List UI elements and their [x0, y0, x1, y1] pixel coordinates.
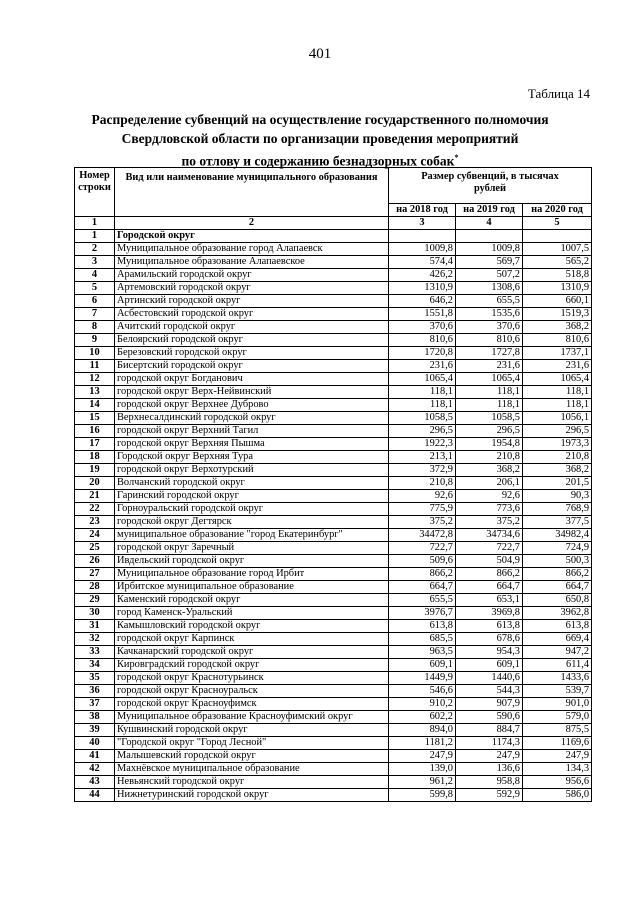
- value-2018: 370,6: [389, 321, 456, 334]
- municipality-name: Кировградский городской округ: [115, 659, 389, 672]
- table-row: [75, 685, 592, 698]
- value-2019: 507,2: [456, 269, 523, 282]
- municipality-name: Муниципальное образование Красноуфимский округ: [115, 711, 389, 724]
- value-2018: 118,1: [389, 386, 456, 399]
- value-2020: 901,0: [523, 698, 592, 711]
- row-number: 5: [75, 282, 115, 295]
- table-row: [75, 737, 592, 750]
- value-2019: 664,7: [456, 581, 523, 594]
- municipality-name: городской округ Верх-Нейвинский: [115, 386, 389, 399]
- row-number: 43: [75, 776, 115, 789]
- table-row: [75, 360, 592, 373]
- value-2019: 1727,8: [456, 347, 523, 360]
- header-2019: на 2019 год: [456, 204, 523, 217]
- table-row: [75, 698, 592, 711]
- table-row: [75, 464, 592, 477]
- table-row: [75, 347, 592, 360]
- value-2020: 377,5: [523, 516, 592, 529]
- municipality-name: Верхнесалдинский городской округ: [115, 412, 389, 425]
- municipality-name: городской округ Краснотурьинск: [115, 672, 389, 685]
- value-2018: 1720,8: [389, 347, 456, 360]
- municipality-name: городской округ Верхотурский: [115, 464, 389, 477]
- value-2020: 875,5: [523, 724, 592, 737]
- municipality-name: городской округ Заречный: [115, 542, 389, 555]
- value-2020: 1310,9: [523, 282, 592, 295]
- value-2018: 92,6: [389, 490, 456, 503]
- column-number: 5: [523, 217, 592, 230]
- title-line: Распределение субвенций на осуществление государственного полномочия: [91, 112, 549, 127]
- row-number: 28: [75, 581, 115, 594]
- row-number: 41: [75, 750, 115, 763]
- value-2018: 509,6: [389, 555, 456, 568]
- value-2020: 34982,4: [523, 529, 592, 542]
- value-2019: 722,7: [456, 542, 523, 555]
- row-number: 42: [75, 763, 115, 776]
- table-row: [75, 789, 592, 802]
- table-row: [75, 503, 592, 516]
- value-2018: 139,0: [389, 763, 456, 776]
- value-2020: 565,2: [523, 256, 592, 269]
- row-number: 39: [75, 724, 115, 737]
- value-2020: 611,4: [523, 659, 592, 672]
- value-2018: 609,1: [389, 659, 456, 672]
- row-number: 35: [75, 672, 115, 685]
- table-row: [75, 633, 592, 646]
- table-row: [75, 763, 592, 776]
- value-2020: 1007,5: [523, 243, 592, 256]
- row-number: 24: [75, 529, 115, 542]
- value-2018: 1065,4: [389, 373, 456, 386]
- table-row: [75, 243, 592, 256]
- row-number: 40: [75, 737, 115, 750]
- value-2020: 660,1: [523, 295, 592, 308]
- municipality-name: Белоярский городской округ: [115, 334, 389, 347]
- municipality-name: городской округ Дегтярск: [115, 516, 389, 529]
- value-2020: 231,6: [523, 360, 592, 373]
- footnote-mark: *: [454, 153, 459, 162]
- section-heading: Городской округ: [115, 230, 389, 243]
- column-number: 1: [75, 217, 115, 230]
- municipality-name: Волчанский городской округ: [115, 477, 389, 490]
- value-2018: 372,9: [389, 464, 456, 477]
- value-2019: 590,6: [456, 711, 523, 724]
- row-number: 9: [75, 334, 115, 347]
- row-number: 12: [75, 373, 115, 386]
- municipality-name: Арамильский городской округ: [115, 269, 389, 282]
- table-row: [75, 256, 592, 269]
- value-2019: 773,6: [456, 503, 523, 516]
- empty-cell: [456, 230, 523, 243]
- value-2020: 1169,6: [523, 737, 592, 750]
- row-number: 3: [75, 256, 115, 269]
- value-2018: 1009,8: [389, 243, 456, 256]
- municipality-name: Бисертский городской округ: [115, 360, 389, 373]
- value-2019: 370,6: [456, 321, 523, 334]
- document-title: [60, 110, 580, 171]
- table-row: [75, 386, 592, 399]
- municipality-name: Махнёвское муниципальное образование: [115, 763, 389, 776]
- value-2019: 118,1: [456, 399, 523, 412]
- value-2019: 655,5: [456, 295, 523, 308]
- municipality-name: Качканарский городской округ: [115, 646, 389, 659]
- table-row: [75, 399, 592, 412]
- value-2019: 296,5: [456, 425, 523, 438]
- table-label: Таблица 14: [527, 86, 590, 101]
- row-number: 37: [75, 698, 115, 711]
- row-number: 14: [75, 399, 115, 412]
- row-number: 7: [75, 308, 115, 321]
- value-2019: 231,6: [456, 360, 523, 373]
- row-number: 23: [75, 516, 115, 529]
- table-row: [75, 529, 592, 542]
- municipality-name: Камышловский городской округ: [115, 620, 389, 633]
- municipality-name: Ивдельский городской округ: [115, 555, 389, 568]
- value-2019: 34734,6: [456, 529, 523, 542]
- table-row: [75, 282, 592, 295]
- municipality-name: городской округ Верхний Тагил: [115, 425, 389, 438]
- value-2018: 963,5: [389, 646, 456, 659]
- row-number: 36: [75, 685, 115, 698]
- table-row: [75, 438, 592, 451]
- municipality-name: Артинский городской округ: [115, 295, 389, 308]
- value-2020: 134,3: [523, 763, 592, 776]
- row-number: 27: [75, 568, 115, 581]
- table-row: [75, 516, 592, 529]
- row-number: 16: [75, 425, 115, 438]
- header-amount: Размер субвенций, в тысячах рублей: [389, 168, 592, 204]
- municipality-name: городской округ Верхнее Дуброво: [115, 399, 389, 412]
- value-2020: 201,5: [523, 477, 592, 490]
- value-2019: 884,7: [456, 724, 523, 737]
- value-2019: 136,6: [456, 763, 523, 776]
- municipality-name: городской округ Карпинск: [115, 633, 389, 646]
- row-number: 4: [75, 269, 115, 282]
- value-2019: 1065,4: [456, 373, 523, 386]
- value-2019: 1954,8: [456, 438, 523, 451]
- value-2019: 1009,8: [456, 243, 523, 256]
- table-row: [75, 620, 592, 633]
- municipality-name: Артемовский городской округ: [115, 282, 389, 295]
- municipality-name: городской округ Красноуральск: [115, 685, 389, 698]
- value-2019: 613,8: [456, 620, 523, 633]
- table-row: [75, 646, 592, 659]
- row-number: 33: [75, 646, 115, 659]
- value-2020: 650,8: [523, 594, 592, 607]
- table-row: [75, 321, 592, 334]
- table-row: [75, 425, 592, 438]
- value-2020: 368,2: [523, 464, 592, 477]
- value-2020: 296,5: [523, 425, 592, 438]
- value-2020: 500,3: [523, 555, 592, 568]
- value-2019: 678,6: [456, 633, 523, 646]
- value-2019: 1058,5: [456, 412, 523, 425]
- value-2019: 569,7: [456, 256, 523, 269]
- table-row: [75, 607, 592, 620]
- table-row: [75, 334, 592, 347]
- table-row: [75, 776, 592, 789]
- row-number: 15: [75, 412, 115, 425]
- value-2018: 3976,7: [389, 607, 456, 620]
- value-2020: 368,2: [523, 321, 592, 334]
- value-2019: 866,2: [456, 568, 523, 581]
- table-row: [75, 542, 592, 555]
- value-2020: 586,0: [523, 789, 592, 802]
- row-number: 18: [75, 451, 115, 464]
- municipality-name: Невьянский городской округ: [115, 776, 389, 789]
- municipality-name: Муниципальное образование город Алапаевск: [115, 243, 389, 256]
- municipality-name: муниципальное образование "город Екатеринбург": [115, 529, 389, 542]
- value-2020: 1737,1: [523, 347, 592, 360]
- row-number: 22: [75, 503, 115, 516]
- row-number: 1: [75, 230, 115, 243]
- value-2018: 655,5: [389, 594, 456, 607]
- value-2019: 907,9: [456, 698, 523, 711]
- value-2018: 375,2: [389, 516, 456, 529]
- value-2018: 894,0: [389, 724, 456, 737]
- value-2020: 1973,3: [523, 438, 592, 451]
- row-number: 44: [75, 789, 115, 802]
- row-number: 29: [75, 594, 115, 607]
- municipality-name: Нижнетуринский городской округ: [115, 789, 389, 802]
- table-row: [75, 269, 592, 282]
- row-number: 38: [75, 711, 115, 724]
- value-2019: 504,9: [456, 555, 523, 568]
- table-row: [75, 555, 592, 568]
- row-number: 2: [75, 243, 115, 256]
- table-row: [75, 594, 592, 607]
- value-2020: 866,2: [523, 568, 592, 581]
- value-2018: 664,7: [389, 581, 456, 594]
- table-row: [75, 451, 592, 464]
- value-2020: 3962,8: [523, 607, 592, 620]
- column-number: 2: [115, 217, 389, 230]
- value-2018: 1310,9: [389, 282, 456, 295]
- value-2018: 213,1: [389, 451, 456, 464]
- column-number: 4: [456, 217, 523, 230]
- value-2020: 724,9: [523, 542, 592, 555]
- value-2018: 34472,8: [389, 529, 456, 542]
- municipality-name: Ирбитское муниципальное образование: [115, 581, 389, 594]
- value-2018: 1922,3: [389, 438, 456, 451]
- value-2019: 92,6: [456, 490, 523, 503]
- value-2019: 375,2: [456, 516, 523, 529]
- value-2018: 910,2: [389, 698, 456, 711]
- value-2018: 810,6: [389, 334, 456, 347]
- value-2018: 210,8: [389, 477, 456, 490]
- value-2018: 231,6: [389, 360, 456, 373]
- value-2020: 1065,4: [523, 373, 592, 386]
- value-2019: 958,8: [456, 776, 523, 789]
- row-number: 17: [75, 438, 115, 451]
- value-2018: 118,1: [389, 399, 456, 412]
- municipality-name: городской округ Красноуфимск: [115, 698, 389, 711]
- municipality-name: Муниципальное образование Алапаевское: [115, 256, 389, 269]
- municipality-name: Березовский городской округ: [115, 347, 389, 360]
- value-2019: 810,6: [456, 334, 523, 347]
- value-2019: 653,1: [456, 594, 523, 607]
- value-2018: 613,8: [389, 620, 456, 633]
- header-row-number: Номер строки: [75, 168, 115, 217]
- value-2019: 544,3: [456, 685, 523, 698]
- municipality-name: Малышевский городской округ: [115, 750, 389, 763]
- value-2019: 1308,6: [456, 282, 523, 295]
- value-2018: 1058,5: [389, 412, 456, 425]
- value-2020: 579,0: [523, 711, 592, 724]
- value-2018: 866,2: [389, 568, 456, 581]
- table-body: [75, 243, 592, 802]
- value-2018: 426,2: [389, 269, 456, 282]
- row-number: 26: [75, 555, 115, 568]
- row-number: 31: [75, 620, 115, 633]
- row-number: 13: [75, 386, 115, 399]
- header-2020: на 2020 год: [523, 204, 592, 217]
- municipality-name: Гаринский городской округ: [115, 490, 389, 503]
- row-number: 20: [75, 477, 115, 490]
- table-row: [75, 750, 592, 763]
- table-row: [75, 477, 592, 490]
- value-2019: 206,1: [456, 477, 523, 490]
- value-2020: 118,1: [523, 399, 592, 412]
- row-number: 19: [75, 464, 115, 477]
- value-2019: 247,9: [456, 750, 523, 763]
- row-number: 30: [75, 607, 115, 620]
- value-2018: 961,2: [389, 776, 456, 789]
- row-number: 34: [75, 659, 115, 672]
- value-2020: 947,2: [523, 646, 592, 659]
- municipality-name: "Городской округ "Город Лесной": [115, 737, 389, 750]
- value-2019: 609,1: [456, 659, 523, 672]
- value-2019: 3969,8: [456, 607, 523, 620]
- value-2019: 1535,6: [456, 308, 523, 321]
- header-2018: на 2018 год: [389, 204, 456, 217]
- value-2018: 685,5: [389, 633, 456, 646]
- value-2020: 956,6: [523, 776, 592, 789]
- table-row: [75, 724, 592, 737]
- value-2019: 1174,3: [456, 737, 523, 750]
- value-2020: 1519,3: [523, 308, 592, 321]
- municipality-name: городской округ Богданович: [115, 373, 389, 386]
- row-number: 10: [75, 347, 115, 360]
- value-2018: 546,6: [389, 685, 456, 698]
- page-number: 401: [308, 46, 332, 62]
- value-2020: 518,8: [523, 269, 592, 282]
- value-2018: 296,5: [389, 425, 456, 438]
- municipality-name: Городской округ Верхняя Тура: [115, 451, 389, 464]
- empty-cell: [389, 230, 456, 243]
- empty-cell: [523, 230, 592, 243]
- header-municipality: Вид или наименование муниципального образования: [115, 168, 389, 217]
- value-2019: 118,1: [456, 386, 523, 399]
- value-2020: 810,6: [523, 334, 592, 347]
- row-number: 32: [75, 633, 115, 646]
- value-2018: 1181,2: [389, 737, 456, 750]
- row-number: 21: [75, 490, 115, 503]
- value-2018: 599,8: [389, 789, 456, 802]
- row-number: 6: [75, 295, 115, 308]
- municipality-name: Каменский городской округ: [115, 594, 389, 607]
- table-row: [75, 711, 592, 724]
- value-2019: 1440,6: [456, 672, 523, 685]
- value-2019: 592,9: [456, 789, 523, 802]
- table-row: [75, 672, 592, 685]
- table-row: [75, 412, 592, 425]
- value-2020: 669,4: [523, 633, 592, 646]
- municipality-name: Ачитский городской округ: [115, 321, 389, 334]
- value-2020: 1056,1: [523, 412, 592, 425]
- value-2018: 247,9: [389, 750, 456, 763]
- value-2019: 210,8: [456, 451, 523, 464]
- municipality-name: город Каменск-Уральский: [115, 607, 389, 620]
- municipality-name: Кушвинский городской округ: [115, 724, 389, 737]
- value-2020: 210,8: [523, 451, 592, 464]
- municipality-name: городской округ Верхняя Пышма: [115, 438, 389, 451]
- column-number: 3: [389, 217, 456, 230]
- value-2018: 646,2: [389, 295, 456, 308]
- value-2019: 368,2: [456, 464, 523, 477]
- value-2019: 954,3: [456, 646, 523, 659]
- row-number: 11: [75, 360, 115, 373]
- value-2018: 1449,9: [389, 672, 456, 685]
- value-2018: 574,4: [389, 256, 456, 269]
- row-number: 8: [75, 321, 115, 334]
- value-2018: 775,9: [389, 503, 456, 516]
- table-row: [75, 373, 592, 386]
- value-2020: 247,9: [523, 750, 592, 763]
- table-row: [75, 490, 592, 503]
- municipality-name: Муниципальное образование город Ирбит: [115, 568, 389, 581]
- value-2020: 90,3: [523, 490, 592, 503]
- municipality-name: Асбестовский городской округ: [115, 308, 389, 321]
- value-2018: 1551,8: [389, 308, 456, 321]
- value-2018: 722,7: [389, 542, 456, 555]
- value-2020: 118,1: [523, 386, 592, 399]
- subvention-table: [74, 167, 592, 802]
- table-row: [75, 659, 592, 672]
- value-2020: 768,9: [523, 503, 592, 516]
- title-line: Свердловской области по организации проведения мероприятий: [121, 131, 519, 146]
- value-2020: 539,7: [523, 685, 592, 698]
- table-row: [75, 581, 592, 594]
- municipality-name: Горноуральский городской округ: [115, 503, 389, 516]
- value-2018: 602,2: [389, 711, 456, 724]
- title-line: по отлову и содержанию безнадзорных собак*: [181, 153, 459, 169]
- value-2020: 613,8: [523, 620, 592, 633]
- value-2020: 664,7: [523, 581, 592, 594]
- table-row: [75, 568, 592, 581]
- value-2020: 1433,6: [523, 672, 592, 685]
- table-row: [75, 308, 592, 321]
- row-number: 25: [75, 542, 115, 555]
- table-row: [75, 295, 592, 308]
